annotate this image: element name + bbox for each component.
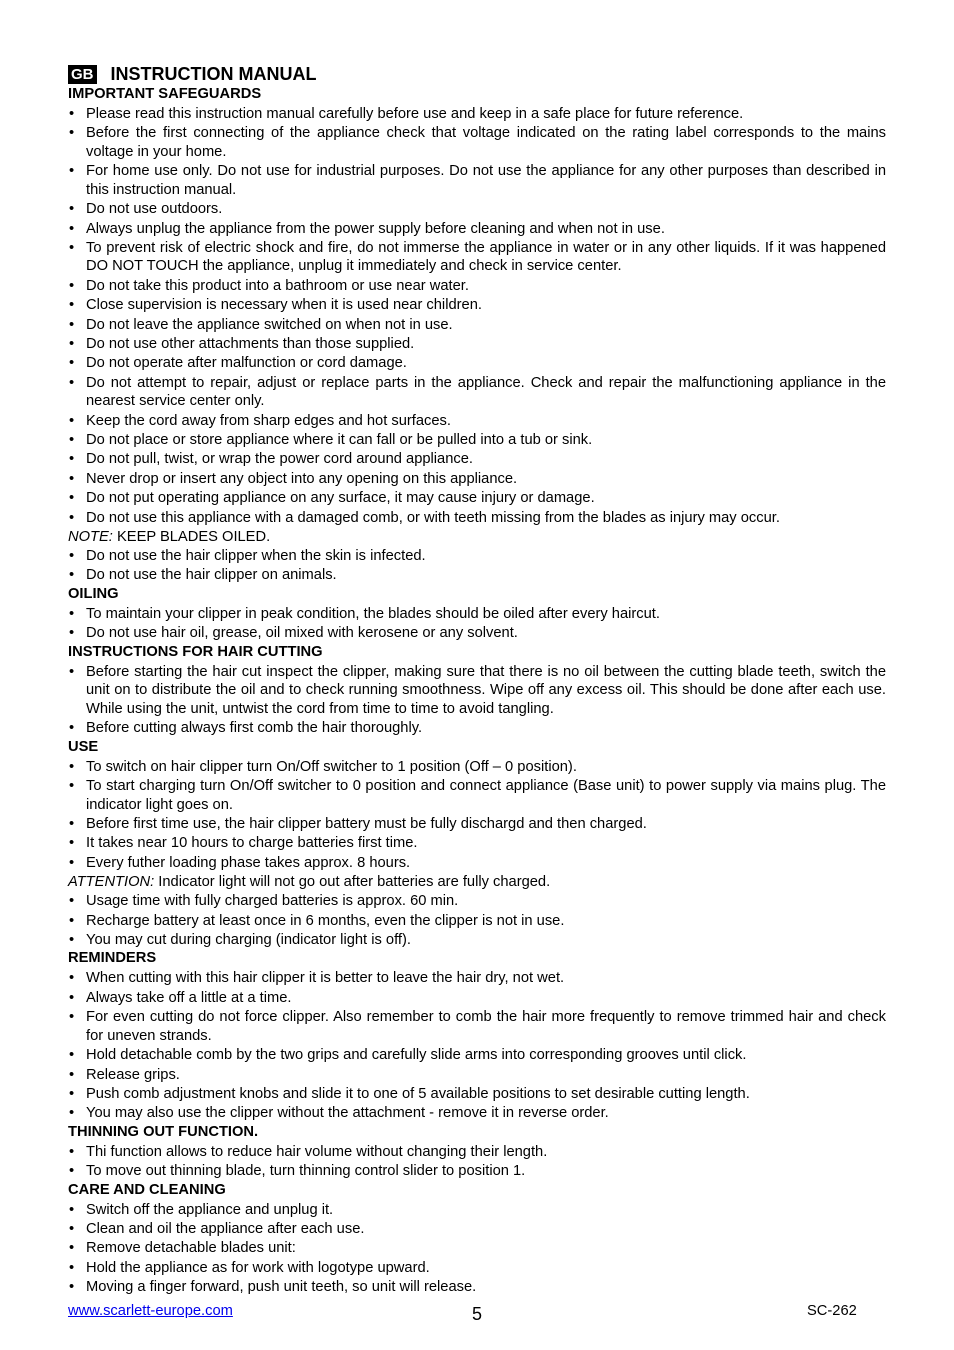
list-item [68, 374, 886, 411]
list-item-text: Do not use the hair clipper when the skin is infected. [86, 548, 426, 565]
list-item [68, 200, 886, 219]
section-heading: CARE AND CLEANING [68, 1181, 226, 1198]
bullet-icon: • [69, 374, 75, 391]
bullet-icon: • [69, 1009, 75, 1026]
note-text: Indicator light will not go out after batteries are fully charged. [154, 874, 551, 891]
bullet-list [68, 547, 886, 585]
list-item [68, 335, 886, 354]
bullet-icon: • [69, 470, 75, 487]
list-item-text: Do not use outdoors. [86, 201, 223, 218]
list-item [68, 1162, 886, 1181]
list-item [68, 605, 886, 624]
bullet-list [68, 892, 886, 949]
note-line [68, 528, 886, 546]
list-item [68, 566, 886, 585]
list-item-text: Every futher loading phase takes approx. 8 hours. [86, 854, 411, 871]
list-item [68, 1008, 886, 1045]
list-item [68, 1201, 886, 1220]
page-number: 5 [472, 1304, 483, 1324]
list-item-text: Recharge battery at least once in 6 months, even the clipper is not in use. [86, 912, 565, 929]
list-item-text: Hold the appliance as for work with logotype upward. [86, 1259, 430, 1276]
list-item-text: Thi function allows to reduce hair volume without changing their length. [86, 1143, 548, 1160]
list-item [68, 239, 886, 276]
bullet-icon: • [69, 1105, 75, 1122]
list-item [68, 815, 886, 834]
section-heading: THINNING OUT FUNCTION. [68, 1123, 259, 1140]
list-item-text: When cutting with this hair clipper it is better to leave the hair dry, not wet. [86, 970, 565, 987]
bullet-icon: • [69, 1259, 75, 1276]
bullet-list [68, 1143, 886, 1181]
list-item [68, 450, 886, 469]
list-item-text: Switch off the appliance and unplug it. [86, 1201, 334, 1218]
list-item [68, 431, 886, 450]
bullet-icon: • [69, 432, 75, 449]
bullet-icon: • [69, 548, 75, 565]
bullet-icon: • [69, 663, 75, 680]
list-item [68, 777, 886, 814]
list-item-text: To move out thinning blade, turn thinning control slider to position 1. [86, 1163, 526, 1180]
list-item [68, 912, 886, 931]
list-item [68, 412, 886, 431]
bullet-icon: • [69, 125, 75, 142]
list-item [68, 1085, 886, 1104]
manual-page [68, 63, 886, 1298]
bullet-icon: • [69, 355, 75, 372]
list-item-text: For even cutting do not force clipper. Also remember to comb the hair more frequently to remove trimmed hair and check for uneven strands. [86, 1009, 886, 1044]
bullet-icon: • [69, 451, 75, 468]
bullet-icon: • [69, 1047, 75, 1064]
bullet-icon: • [69, 1085, 75, 1102]
bullet-icon: • [69, 277, 75, 294]
section-heading: INSTRUCTIONS FOR HAIR CUTTING [68, 643, 323, 660]
list-item [68, 1066, 886, 1085]
list-item-text: Usage time with fully charged batteries is approx. 60 min. [86, 893, 459, 910]
list-item-text: Before first time use, the hair clipper battery must be fully dischargd and then charged. [86, 815, 647, 832]
bullet-icon: • [69, 106, 75, 122]
list-item-text: For home use only. Do not use for industrial purposes. Do not use the appliance for any other purposes than described in this instruction manual. [86, 163, 886, 198]
list-item [68, 892, 886, 911]
note-label: ATTENTION: [68, 874, 155, 891]
bullet-icon: • [69, 912, 75, 929]
list-item-text: Please read this instruction manual carefully before use and keep in a safe place for future reference. [86, 106, 744, 122]
list-item-text: Do not use other attachments than those supplied. [86, 336, 415, 353]
list-item [68, 1143, 886, 1162]
list-item-text: To prevent risk of electric shock and fire, do not immerse the appliance in water or in any other liquids. If it was happened DO NOT TOUCH the appliance, unplug it immediately and check in service center. [86, 239, 886, 275]
title-row [68, 63, 886, 85]
list-item-text: Remove detachable blades unit: [86, 1240, 296, 1257]
list-item [68, 296, 886, 315]
bullet-icon: • [69, 1163, 75, 1180]
bullet-list [68, 663, 886, 738]
bullet-list [68, 758, 886, 873]
bullet-icon: • [69, 758, 75, 775]
list-item [68, 509, 886, 528]
section-heading: IMPORTANT SAFEGUARDS [68, 86, 262, 102]
list-item [68, 1278, 886, 1297]
bullet-icon: • [69, 336, 75, 353]
list-item [68, 989, 886, 1008]
bullet-icon: • [69, 1201, 75, 1218]
list-item-text: You may cut during charging (indicator light is off). [86, 931, 411, 948]
list-item-text: Do not place or store appliance where it can fall or be pulled into a tub or sink. [86, 432, 593, 449]
list-item [68, 316, 886, 335]
section-heading: REMINDERS [68, 950, 157, 967]
bullet-icon: • [69, 854, 75, 871]
list-item [68, 162, 886, 199]
list-item-text: Push comb adjustment knobs and slide it to one of 5 available positions to set desirable cutting length. [86, 1085, 750, 1102]
section-heading: USE [68, 738, 99, 755]
list-item [68, 1104, 886, 1123]
list-item-text: Do not operate after malfunction or cord damage. [86, 355, 407, 372]
bullet-icon: • [69, 239, 75, 256]
list-item-text: Always take off a little at a time. [86, 989, 292, 1006]
bullet-icon: • [69, 605, 75, 622]
bullet-icon: • [69, 989, 75, 1006]
list-item-text: To maintain your clipper in peak condition, the blades should be oiled after every haircut. [86, 605, 660, 622]
list-item-text: To switch on hair clipper turn On/Off switcher to 1 position (Off – 0 position). [86, 758, 577, 775]
list-item-text: Do not use hair oil, grease, oil mixed with kerosene or any solvent. [86, 625, 518, 642]
bullet-icon: • [69, 509, 75, 526]
list-item-text: Always unplug the appliance from the power supply before cleaning and when not in use. [86, 220, 665, 237]
list-item [68, 854, 886, 873]
website-link[interactable]: www.scarlett-europe.com [68, 1303, 233, 1319]
list-item [68, 489, 886, 508]
list-item-text: Never drop or insert any object into any opening on this appliance. [86, 470, 518, 487]
bullet-icon: • [69, 1143, 75, 1160]
list-item [68, 931, 886, 950]
bullet-icon: • [69, 163, 75, 180]
bullet-icon: • [69, 1066, 75, 1083]
section [68, 950, 886, 1122]
bullet-icon: • [69, 201, 75, 218]
bullet-list [68, 605, 886, 643]
list-item-text: Do not use the hair clipper on animals. [86, 567, 337, 584]
list-item [68, 834, 886, 853]
list-item-text: Hold detachable comb by the two grips and carefully slide arms into corresponding grooves until click. [86, 1047, 747, 1064]
list-item [68, 547, 886, 566]
list-item [68, 354, 886, 373]
bullet-list [68, 969, 886, 1122]
language-badge: GB [68, 65, 97, 84]
section [68, 1124, 886, 1181]
list-item-text: Do not take this product into a bathroom or use near water. [86, 277, 469, 294]
section [68, 644, 886, 738]
bullet-icon: • [69, 490, 75, 507]
list-item-text: You may also use the clipper without the attachment - remove it in reverse order. [86, 1105, 609, 1122]
section [68, 586, 886, 643]
list-item-text: Do not pull, twist, or wrap the power cord around appliance. [86, 451, 473, 468]
list-item-text: Before the first connecting of the appliance check that voltage indicated on the rating label corresponds to the mains voltage in your home. [86, 125, 886, 160]
list-item [68, 758, 886, 777]
list-item-text: Keep the cord away from sharp edges and hot surfaces. [86, 412, 451, 429]
bullet-icon: • [69, 567, 75, 584]
bullet-icon: • [69, 893, 75, 910]
bullet-icon: • [69, 970, 75, 987]
note-line [68, 873, 886, 891]
list-item-text: Close supervision is necessary when it is used near children. [86, 297, 482, 314]
bullet-icon: • [69, 1221, 75, 1238]
bullet-list [68, 105, 886, 527]
list-item-text: Before cutting always first comb the hair thoroughly. [86, 720, 423, 737]
list-item [68, 719, 886, 738]
list-item [68, 470, 886, 489]
list-item [68, 1046, 886, 1065]
section [68, 1182, 886, 1297]
list-item-text: Clean and oil the appliance after each use. [86, 1221, 365, 1238]
sections-container [68, 86, 886, 1297]
list-item [68, 277, 886, 296]
list-item-text: It takes near 10 hours to charge batteries first time. [86, 835, 418, 852]
section [68, 739, 886, 950]
bullet-icon: • [69, 835, 75, 852]
bullet-icon: • [69, 316, 75, 333]
bullet-icon: • [69, 625, 75, 642]
list-item-text: Do not use this appliance with a damaged comb, or with teeth missing from the blades as injury may occur. [86, 509, 780, 526]
list-item-text: Before starting the hair cut inspect the clipper, making sure that there is no oil between the cutting blade teeth, switch the unit on to distribute the oil and to check running smoothness. Wipe off any excess oil. This should be done after each use. While using the unit, untwist the cord from time to time to avoid tangling. [86, 663, 886, 717]
list-item-text: Release grips. [86, 1066, 180, 1083]
list-item-text: Do not put operating appliance on any surface, it may cause injury or damage. [86, 490, 595, 507]
list-item [68, 1220, 886, 1239]
list-item [68, 663, 886, 719]
page-title: INSTRUCTION MANUAL [110, 64, 317, 84]
bullet-icon: • [69, 297, 75, 314]
list-item [68, 1259, 886, 1278]
section-heading: OILING [68, 585, 119, 602]
list-item [68, 105, 886, 124]
section [68, 86, 886, 585]
list-item [68, 220, 886, 239]
list-item [68, 1239, 886, 1258]
list-item [68, 124, 886, 161]
bullet-icon: • [69, 720, 75, 737]
page-footer [68, 1303, 886, 1325]
list-item-text: Do not leave the appliance switched on when not in use. [86, 316, 453, 333]
note-label: NOTE: [68, 529, 113, 546]
note-text: KEEP BLADES OILED. [112, 529, 271, 546]
bullet-icon: • [69, 1279, 75, 1296]
bullet-icon: • [69, 778, 75, 795]
list-item-text: To start charging turn On/Off switcher to 0 position and connect appliance (Base unit) to power supply via mains plug. The indicator light goes on. [86, 778, 886, 813]
bullet-list [68, 1201, 886, 1297]
list-item [68, 624, 886, 643]
bullet-icon: • [69, 1240, 75, 1257]
bullet-icon: • [69, 220, 75, 237]
bullet-icon: • [69, 815, 75, 832]
list-item [68, 969, 886, 988]
bullet-icon: • [69, 412, 75, 429]
bullet-icon: • [69, 931, 75, 948]
list-item-text: Do not attempt to repair, adjust or replace parts in the appliance. Check and repair the malfunctioning appliance in the nearest service center only. [86, 374, 886, 410]
model-number: SC-262 [807, 1303, 857, 1319]
list-item-text: Moving a finger forward, push unit teeth, so unit will release. [86, 1279, 477, 1296]
